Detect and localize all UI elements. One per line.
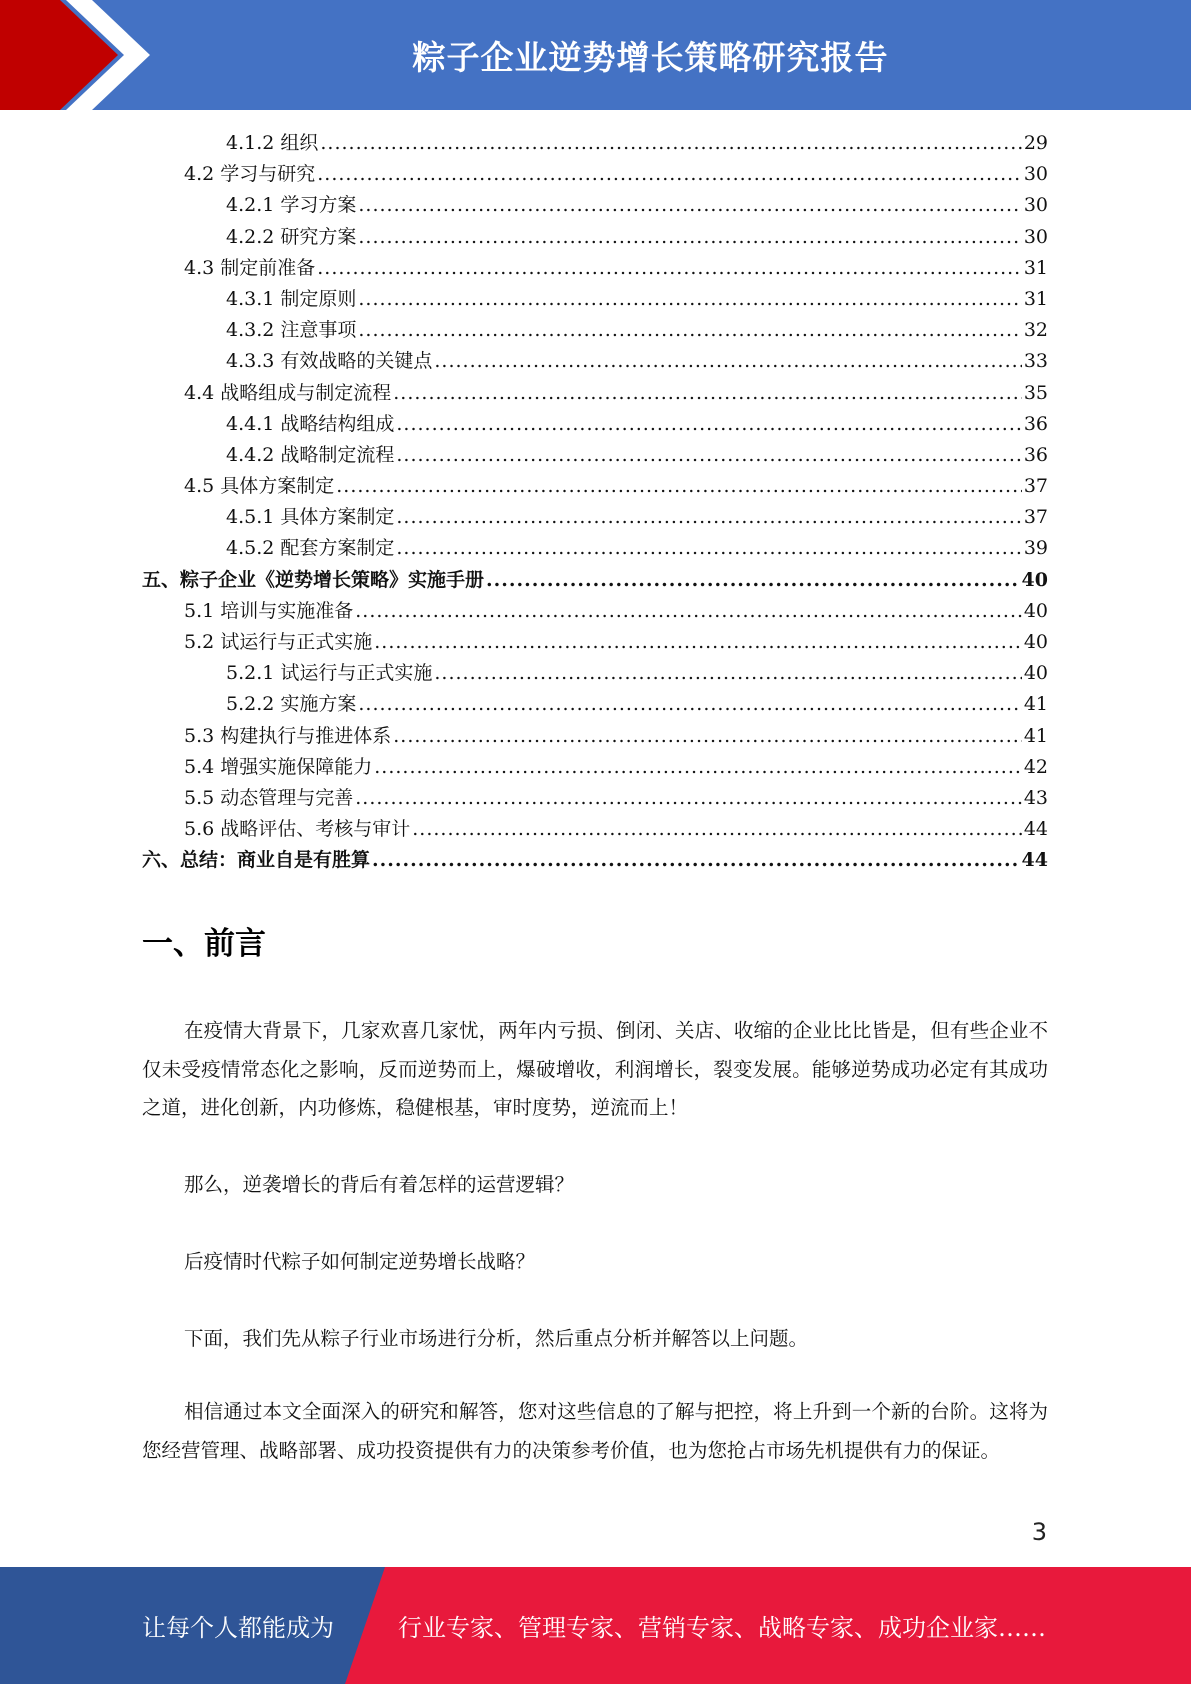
toc-entry-page: 40 xyxy=(1021,568,1048,591)
toc-dot-leader xyxy=(317,253,1022,284)
toc-entry-page: 32 xyxy=(1023,319,1048,342)
toc-dot-leader xyxy=(358,190,1021,221)
toc-entry-label: 4.1.2 组织 xyxy=(226,132,319,154)
header-banner xyxy=(0,0,1191,110)
toc-entry-page: 36 xyxy=(1023,443,1048,466)
toc-entry[interactable] xyxy=(142,721,1048,752)
toc-entry-page: 29 xyxy=(1023,132,1048,154)
toc-entry-label: 4.4.1 战略结构组成 xyxy=(226,412,395,435)
toc-entry-page: 40 xyxy=(1023,631,1048,653)
table-of-contents xyxy=(142,128,1048,877)
toc-dot-leader xyxy=(412,814,1022,845)
toc-entry-label: 五、粽子企业《逆势增长策略》实施手册 xyxy=(142,568,485,591)
toc-dot-leader xyxy=(396,502,1021,533)
toc-entry[interactable] xyxy=(142,315,1048,346)
toc-dot-leader xyxy=(486,565,1020,596)
toc-dot-leader xyxy=(355,783,1022,814)
toc-entry[interactable] xyxy=(142,502,1048,533)
toc-dot-leader xyxy=(374,752,1022,783)
toc-entry[interactable] xyxy=(142,627,1048,658)
toc-entry[interactable] xyxy=(142,783,1048,814)
toc-entry-label: 4.2 学习与研究 xyxy=(184,163,316,186)
toc-entry-label: 4.3.2 注意事项 xyxy=(226,319,357,342)
toc-entry-label: 5.2 试运行与正式实施 xyxy=(184,631,373,653)
toc-entry-label: 六、总结：商业自是有胜算 xyxy=(142,849,371,872)
toc-entry-page: 37 xyxy=(1023,506,1048,529)
toc-dot-leader xyxy=(336,471,1022,502)
toc-entry-page: 42 xyxy=(1023,755,1048,778)
toc-entry-label: 4.5.1 具体方案制定 xyxy=(226,506,395,529)
toc-entry-label: 5.2.1 试运行与正式实施 xyxy=(226,662,433,685)
paragraph-plan: 下面，我们先从粽子行业市场进行分析，然后重点分析并解答以上问题。 xyxy=(184,1327,809,1350)
toc-entry-label: 4.2.2 研究方案 xyxy=(226,225,357,248)
toc-entry[interactable] xyxy=(142,658,1048,689)
toc-dot-leader xyxy=(372,845,1020,876)
section-heading: 一、前言 xyxy=(142,926,266,962)
toc-entry-page: 31 xyxy=(1023,256,1048,279)
toc-dot-leader xyxy=(358,284,1021,315)
toc-entry-label: 5.2.2 实施方案 xyxy=(226,693,357,716)
toc-entry[interactable] xyxy=(142,814,1048,845)
toc-entry[interactable] xyxy=(142,596,1048,627)
toc-dot-leader xyxy=(358,689,1021,720)
paragraph-question-1: 那么，逆袭增长的背后有着怎样的运营逻辑？ xyxy=(184,1173,575,1196)
toc-entry[interactable] xyxy=(142,752,1048,783)
paragraph-question-2: 后疫情时代粽子如何制定逆势增长战略？ xyxy=(184,1250,536,1273)
footer-slogan-left: 让每个人都能成为 xyxy=(142,1614,334,1642)
toc-entry[interactable] xyxy=(142,533,1048,564)
toc-entry[interactable] xyxy=(142,409,1048,440)
toc-entry-label: 4.4 战略组成与制定流程 xyxy=(184,381,392,404)
toc-entry-label: 4.5.2 配套方案制定 xyxy=(226,537,395,560)
toc-entry-label: 5.5 动态管理与完善 xyxy=(184,786,354,809)
toc-entry[interactable] xyxy=(142,222,1048,253)
toc-dot-leader xyxy=(358,315,1021,346)
toc-entry-label: 5.1 培训与实施准备 xyxy=(184,599,354,622)
toc-entry[interactable] xyxy=(142,471,1048,502)
toc-dot-leader xyxy=(317,159,1022,190)
toc-entry[interactable] xyxy=(142,190,1048,221)
toc-entry-page: 36 xyxy=(1023,412,1048,435)
toc-entry-label: 4.5 具体方案制定 xyxy=(184,475,335,498)
toc-entry-label: 5.6 战略评估、考核与审计 xyxy=(184,818,411,841)
toc-dot-leader xyxy=(396,440,1021,471)
toc-entry-page: 43 xyxy=(1023,786,1048,809)
toc-entry[interactable] xyxy=(142,128,1048,159)
page-number: 3 xyxy=(1031,1518,1047,1546)
footer-slogan-right: 行业专家、管理专家、营销专家、战略专家、成功企业家…… xyxy=(398,1614,1046,1642)
toc-entry[interactable] xyxy=(142,565,1048,596)
toc-entry-page: 30 xyxy=(1023,225,1048,248)
toc-entry[interactable] xyxy=(142,845,1048,876)
toc-dot-leader xyxy=(358,222,1021,253)
report-title: 粽子企业逆势增长策略研究报告 xyxy=(412,37,889,77)
toc-entry-page: 37 xyxy=(1023,475,1048,498)
toc-entry-page: 31 xyxy=(1023,287,1048,310)
toc-entry-page: 40 xyxy=(1023,662,1048,685)
toc-entry-page: 40 xyxy=(1023,599,1048,622)
toc-entry-page: 41 xyxy=(1023,724,1048,747)
paragraph-conclusion: 相信通过本文全面深入的研究和解答，您对这些信息的了解与把控，将上升到一个新的台阶。这将为您经营管理、战略部署、成功投资提供有力的决策参考价值，也为您抢占市场先机提供有力的保证。 xyxy=(142,1400,1048,1462)
toc-entry[interactable] xyxy=(142,253,1048,284)
toc-entry-page: 39 xyxy=(1023,537,1048,560)
toc-dot-leader xyxy=(374,627,1022,658)
toc-entry[interactable] xyxy=(142,159,1048,190)
toc-entry-page: 35 xyxy=(1023,381,1048,404)
toc-dot-leader xyxy=(396,533,1021,564)
paragraph-intro: 在疫情大背景下，几家欢喜几家忧，两年内亏损、倒闭、关店、收缩的企业比比皆是，但有些企业不仅未受疫情常态化之影响，反而逆势而上，爆破增收，利润增长，裂变发展。能够逆势成功必定有其成功之道，进化创新，内功修炼，稳健根基，审时度势，逆流而上！ xyxy=(142,1019,1048,1119)
footer-banner xyxy=(0,1567,1191,1684)
toc-entry[interactable] xyxy=(142,346,1048,377)
toc-entry[interactable] xyxy=(142,284,1048,315)
toc-entry-label: 4.3.3 有效战略的关键点 xyxy=(226,350,433,373)
toc-dot-leader xyxy=(393,721,1022,752)
toc-dot-leader xyxy=(396,409,1021,440)
toc-dot-leader xyxy=(355,596,1022,627)
toc-dot-leader xyxy=(320,128,1021,159)
toc-entry-page: 41 xyxy=(1023,693,1048,716)
toc-dot-leader xyxy=(393,378,1022,409)
toc-entry-page: 33 xyxy=(1023,350,1048,373)
toc-entry-page: 30 xyxy=(1023,194,1048,217)
toc-entry-label: 4.3.1 制定原则 xyxy=(226,287,357,310)
toc-entry-label: 4.4.2 战略制定流程 xyxy=(226,443,395,466)
toc-entry-label: 5.3 构建执行与推进体系 xyxy=(184,724,392,747)
toc-entry-label: 5.4 增强实施保障能力 xyxy=(184,755,373,778)
toc-entry-label: 4.2.1 学习方案 xyxy=(226,194,357,217)
toc-dot-leader xyxy=(434,346,1021,377)
toc-dot-leader xyxy=(434,658,1021,689)
toc-entry[interactable] xyxy=(142,440,1048,471)
toc-entry-page: 44 xyxy=(1023,818,1048,841)
toc-entry[interactable] xyxy=(142,378,1048,409)
toc-entry-page: 30 xyxy=(1023,163,1048,186)
toc-entry[interactable] xyxy=(142,689,1048,720)
toc-entry-page: 44 xyxy=(1021,849,1048,872)
toc-entry-label: 4.3 制定前准备 xyxy=(184,256,316,279)
